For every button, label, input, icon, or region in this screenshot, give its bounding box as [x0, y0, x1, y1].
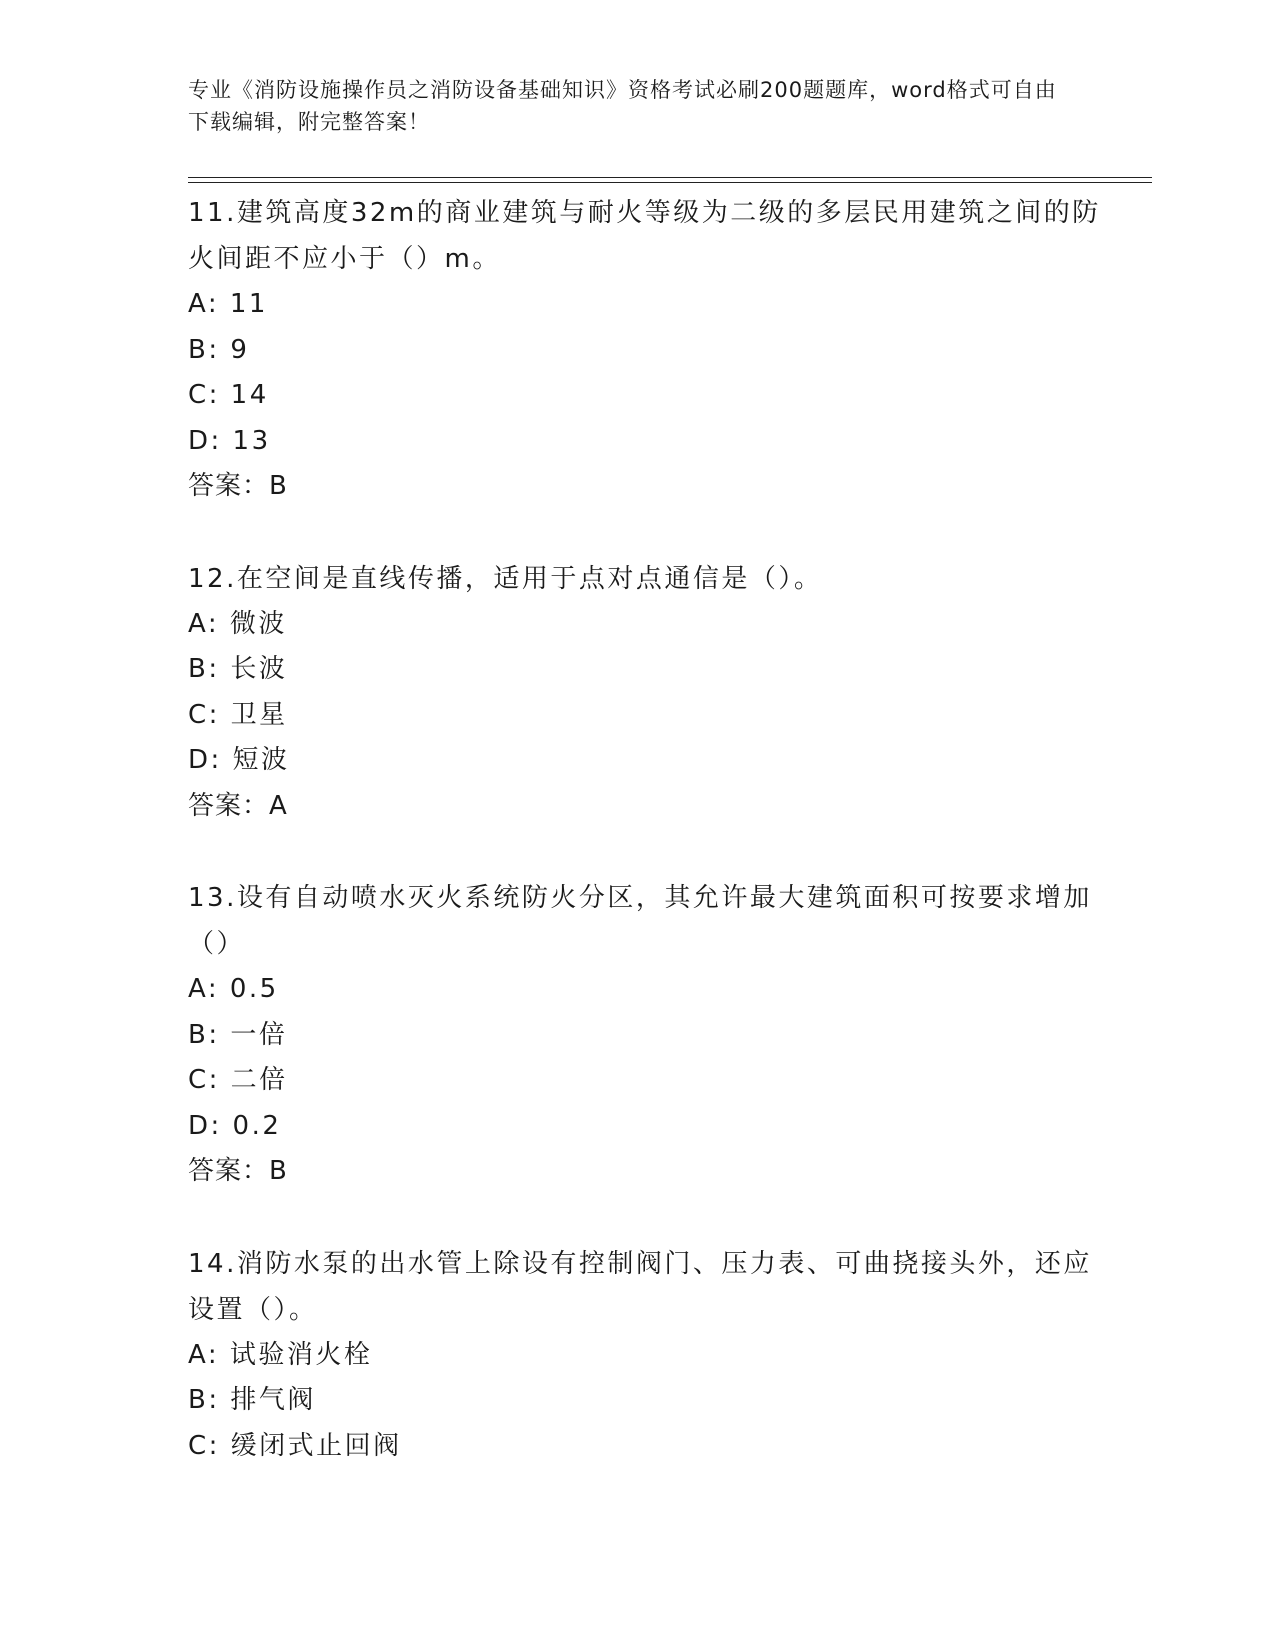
- question-14: [188, 1241, 1108, 1470]
- option-a: A: 0.5: [188, 974, 279, 1004]
- option-b: B: 一倍: [188, 1019, 288, 1050]
- question-stem: 12.在空间是直线传播，适用于点对点通信是（）。: [188, 563, 823, 594]
- question-stem: 11.建筑高度32m的商业建筑与耐火等级为二级的多层民用建筑之间的防火间距不应小于（）m。: [188, 198, 1101, 274]
- answer: 答案：B: [188, 471, 288, 501]
- option-d: D: 短波: [188, 745, 290, 775]
- question-stem: 13.设有自动喷水灭火系统防火分区，其允许最大建筑面积可按要求增加（）: [188, 883, 1092, 959]
- option-b: B: 长波: [188, 654, 288, 684]
- option-b: B: 9: [188, 334, 250, 365]
- option-a: A: 微波: [188, 608, 287, 639]
- question-13: [188, 875, 1108, 1195]
- option-a: A: 11: [188, 289, 268, 319]
- question-stem: 14.消防水泵的出水管上除设有控制阀门、压力表、可曲挠接头外，还应设置（）。: [188, 1248, 1092, 1325]
- answer: 答案：B: [188, 1156, 288, 1186]
- option-c: C: 二倍: [188, 1065, 288, 1095]
- option-c: C: 卫星: [188, 699, 288, 730]
- question-11: [188, 190, 1108, 510]
- option-d: D: 13: [188, 425, 271, 456]
- option-a: A: 试验消火栓: [188, 1339, 373, 1370]
- option-d: D: 0.2: [188, 1110, 282, 1141]
- option-b: B: 排气阀: [188, 1385, 316, 1415]
- answer: 答案：A: [188, 790, 288, 821]
- header-divider-top: [188, 177, 1152, 178]
- question-12: [188, 556, 1108, 830]
- option-c: C: 缓闭式止回阀: [188, 1430, 402, 1461]
- header-divider-bottom: [188, 182, 1152, 183]
- option-c: C: 14: [188, 380, 269, 410]
- question-list: [188, 190, 1108, 1515]
- document-header: 专业《消防设施操作员之消防设备基础知识》资格考试必刷200题题库，word格式可自由下载编辑，附完整答案！: [188, 78, 1057, 134]
